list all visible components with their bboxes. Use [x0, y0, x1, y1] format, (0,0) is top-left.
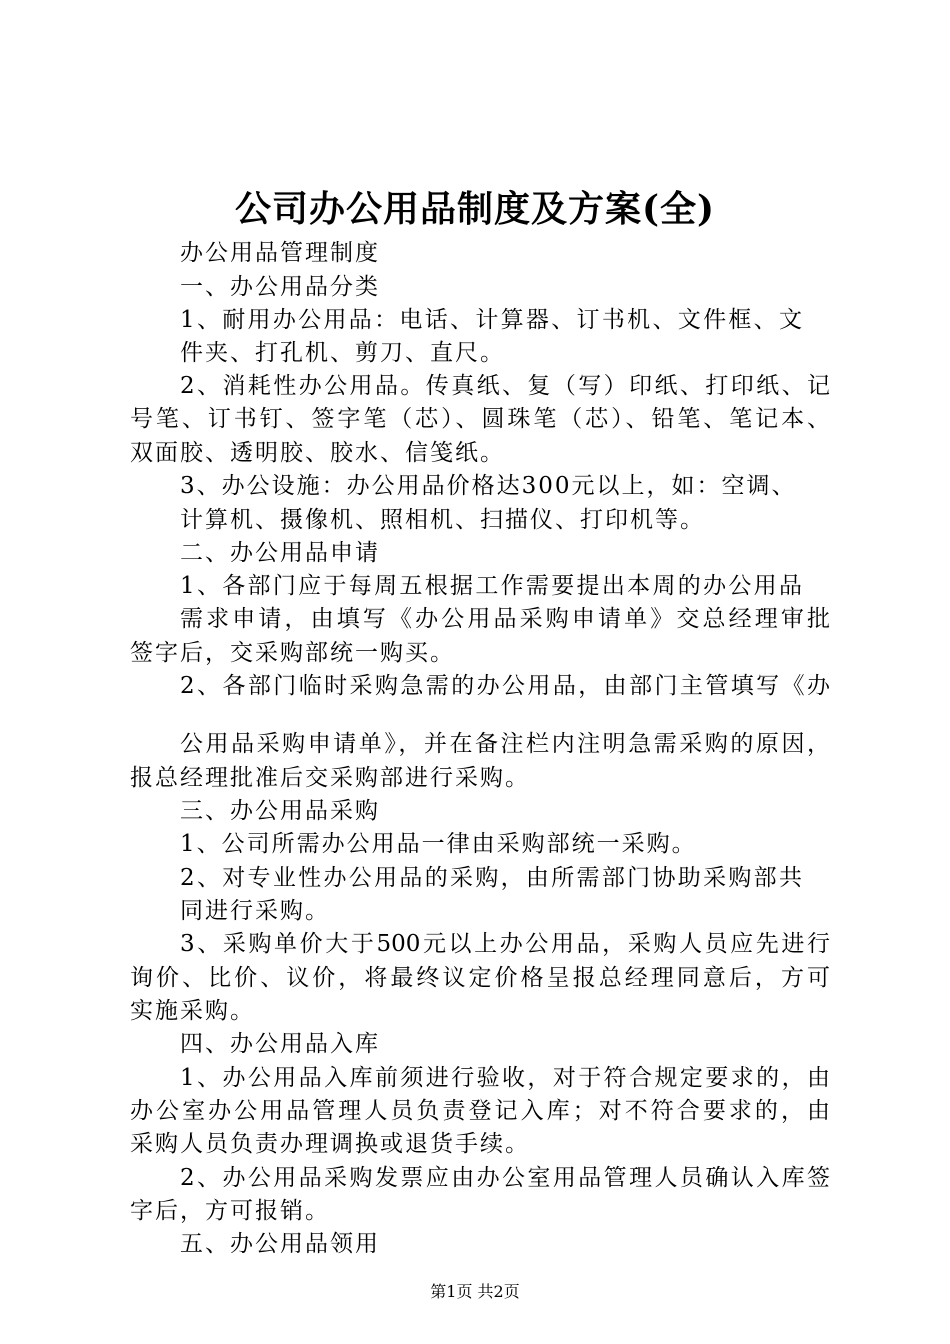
- paragraph-line: 询价、比价、议价，将最终议定价格呈报总经理同意后，方可: [130, 965, 830, 991]
- paragraph-line: 1、办公用品入库前须进行验收，对于符合规定要求的，由: [180, 1065, 830, 1091]
- paragraph-line: 2、各部门临时采购急需的办公用品，由部门主管填写《办: [180, 673, 830, 699]
- section-heading: 二、办公用品申请: [180, 540, 380, 566]
- paragraph-line: 2、消耗性办公用品。传真纸、复（写）印纸、打印纸、记: [180, 373, 830, 399]
- paragraph-line: 实施采购。: [130, 998, 255, 1024]
- document-title: 公司办公用品制度及方案(全): [234, 188, 716, 230]
- paragraph-line: 报总经理批准后交采购部进行采购。: [130, 765, 530, 791]
- paragraph-line: 字后，方可报销。: [130, 1198, 330, 1224]
- section-heading: 三、办公用品采购: [180, 798, 380, 824]
- paragraph-line: 计算机、摄像机、照相机、扫描仪、打印机等。: [180, 507, 705, 533]
- paragraph-line: 需求申请，由填写《办公用品采购申请单》交总经理审批: [180, 606, 830, 632]
- paragraph-line: 件夹、打孔机、剪刀、直尺。: [180, 340, 505, 366]
- paragraph-line: 2、办公用品采购发票应由办公室用品管理人员确认入库签: [180, 1165, 830, 1191]
- paragraph-line: 双面胶、透明胶、胶水、信笺纸。: [130, 440, 505, 466]
- paragraph-line: 2、对专业性办公用品的采购，由所需部门协助采购部共: [180, 865, 802, 891]
- paragraph-line: 号笔、订书钉、签字笔（芯）、圆珠笔（芯）、铅笔、笔记本、: [130, 406, 830, 432]
- paragraph-line: 3、办公设施：办公用品价格达300元以上，如：空调、: [180, 473, 797, 499]
- paragraph-line: 签字后，交采购部统一购买。: [130, 640, 455, 666]
- paragraph-line: 采购人员负责办理调换或退货手续。: [130, 1131, 530, 1157]
- paragraph-line: 1、各部门应于每周五根据工作需要提出本周的办公用品: [180, 573, 802, 599]
- paragraph-line: 1、耐用办公用品：电话、计算器、订书机、文件框、文: [180, 307, 802, 333]
- paragraph-line: 办公室办公用品管理人员负责登记入库；对不符合要求的，由: [130, 1098, 830, 1124]
- page-footer: 第1页 共2页: [430, 1282, 520, 1301]
- paragraph-line: 公用品采购申请单》，并在备注栏内注明急需采购的原因，: [180, 731, 830, 757]
- paragraph-line: 同进行采购。: [180, 898, 330, 924]
- paragraph-line: 3、采购单价大于500元以上办公用品，采购人员应先进行: [180, 931, 830, 957]
- section-heading: 四、办公用品入库: [180, 1031, 380, 1057]
- paragraph-line: 1、公司所需办公用品一律由采购部统一采购。: [180, 831, 697, 857]
- section-heading: 一、办公用品分类: [180, 274, 380, 300]
- paragraph-line: 办公用品管理制度: [180, 240, 380, 266]
- section-heading: 五、办公用品领用: [180, 1231, 380, 1257]
